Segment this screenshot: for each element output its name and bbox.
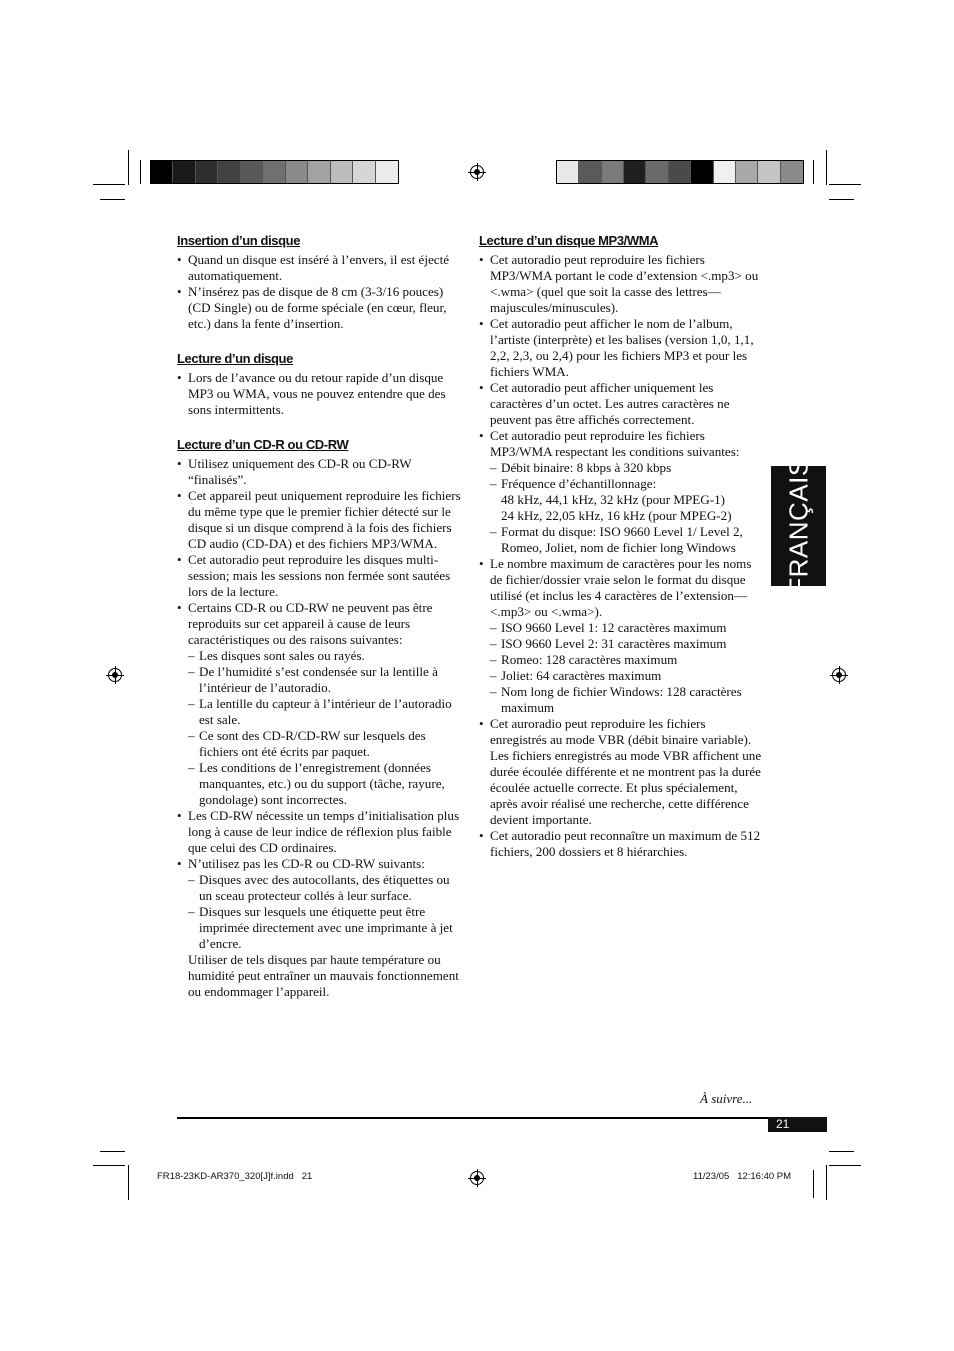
list-item: • Utilisez uniquement des CD-R ou CD-RW “finalisés”.: [177, 456, 461, 488]
language-tab: [771, 458, 826, 594]
list-item: [479, 556, 763, 716]
section-insertion: [177, 233, 461, 332]
color-swatch: [353, 161, 375, 183]
page-number: 21: [768, 1117, 827, 1132]
crop-mark: [93, 184, 125, 185]
list-item: • Lors de l’avance ou du retour rapide d’un disque MP3 ou WMA, vous ne pouvez entendre que des sons intermittents.: [177, 370, 461, 418]
registration-target-icon: [470, 1171, 484, 1185]
crop-mark: [829, 199, 854, 200]
color-swatch: [286, 161, 308, 183]
sub-list-text: 24 kHz, 22,05 kHz, 16 kHz (pour MPEG-2): [501, 508, 732, 523]
list-item: [479, 428, 763, 556]
sub-list-item: – ISO 9660 Level 1: 12 caractères maximum: [490, 620, 763, 636]
color-swatch: [331, 161, 353, 183]
color-swatch: [736, 161, 758, 183]
section-lecture-disque: [177, 351, 461, 418]
color-swatch: [557, 161, 579, 183]
color-swatch: [714, 161, 736, 183]
list-item: • Cet autoradio peut reproduire les disques multi-session; mais les sessions non fermée sont sautées lors de la lecture.: [177, 552, 461, 600]
color-swatch: [173, 161, 195, 183]
registration-target-icon: [832, 668, 846, 682]
bottom-rule: [177, 1117, 827, 1119]
color-calibration-bar-right: [556, 160, 804, 184]
crop-mark: [128, 150, 129, 185]
note-text: Les fichiers enregistrés au mode VBR affichent une durée écoulée différente et ne montrent pas la durée écoulée actuelle correcte. Et plus spécialement, après avoir réalisé une recherche, cette différence devient importante.: [490, 748, 762, 827]
color-swatch: [646, 161, 668, 183]
crop-mark: [100, 1151, 125, 1152]
crop-mark: [829, 184, 861, 185]
sub-list-text: – Fréquence d’échantillonnage:: [501, 476, 657, 491]
color-swatch: [624, 161, 646, 183]
sub-list-item: – Joliet: 64 caractères maximum: [490, 668, 763, 684]
list-item: [479, 716, 763, 828]
crop-mark: [829, 1151, 854, 1152]
sub-list-item: – Les conditions de l’enregistrement (données manquantes, etc.) ou du support (tâche, rayure, gondolage) sont incorrectes.: [188, 760, 461, 808]
crop-mark: [128, 1165, 129, 1200]
list-item-text: Cet autoradio peut reproduire les fichiers MP3/WMA respectant les conditions suivantes:: [490, 428, 740, 459]
crop-mark: [93, 1165, 125, 1166]
section-heading: Lecture d’un disque MP3/WMA: [479, 233, 659, 248]
list-item: • Les CD-RW nécessite un temps d’initialisation plus long à cause de leur indice de réflexion plus faible que celui des CD ordinaires.: [177, 808, 461, 856]
list-item: • Quand un disque est inséré à l’envers, il est éjecté automatiquement.: [177, 252, 461, 284]
crop-mark: [829, 1165, 861, 1166]
sub-list-item: – Format du disque: ISO 9660 Level 1/ Level 2, Romeo, Joliet, nom de fichier long Windows: [490, 524, 763, 556]
sub-list-item: – Ce sont des CD-R/CD-RW sur lesquels des fichiers ont été écrits par paquet.: [188, 728, 461, 760]
sub-list-item: – Les disques sont sales ou rayés.: [188, 648, 461, 664]
list-item: • Cet appareil peut uniquement reproduire les fichiers du même type que le premier fichier détecté sur le disque si un disque comprend à la fois des fichiers CD audio (CD-DA) et des fichiers MP3/WMA.: [177, 488, 461, 552]
color-calibration-bar-left: [150, 160, 399, 184]
color-swatch: [196, 161, 218, 183]
sub-list-item: – Disques sur lesquels une étiquette peut être imprimée directement avec une imprimante à jet d’encre.: [188, 904, 461, 952]
sub-list-item: – ISO 9660 Level 2: 31 caractères maximum: [490, 636, 763, 652]
list-item-text: Certains CD-R ou CD-RW ne peuvent pas être reproduits sur cet appareil à cause de leurs caractéristiques ou des raisons suivantes:: [188, 600, 433, 647]
sub-list-item: – Disques avec des autocollants, des étiquettes ou un sceau protecteur collés à leur surface.: [188, 872, 461, 904]
registration-target-icon: [470, 165, 484, 179]
list-item: • Cet autoradio peut reproduire les fichiers MP3/WMA portant le code d’extension <.mp3> ou <.wma> (quel que soit la casse des lettres—majuscules/minuscules).: [479, 252, 763, 316]
section-cdr-cdrw: [177, 437, 461, 1000]
list-item: • Cet autoradio peut afficher le nom de l’album, l’artiste (interprète) et les balises (version 1,0, 1,1, 2,2, 2,3, ou 2,4) pour les fichiers MP3 et pour les fichiers WMA.: [479, 316, 763, 380]
list-item: • Cet autoradio peut afficher uniquement les caractères d’un octet. Les autres caractères ne peuvent pas être affichés correctement.: [479, 380, 763, 428]
color-swatch: [263, 161, 285, 183]
list-item: [177, 600, 461, 808]
sub-list-text: 48 kHz, 44,1 kHz, 32 kHz (pour MPEG-1): [501, 492, 726, 507]
color-swatch: [781, 161, 803, 183]
list-item-text: Cet auroradio peut reproduire les fichiers enregistrés au mode VBR (débit binaire variable).: [490, 716, 752, 747]
list-item: • N’insérez pas de disque de 8 cm (3-3/16 pouces) (CD Single) ou de forme spéciale (en cœur, fleur, etc.) dans la fente d’insertion.: [177, 284, 461, 332]
crop-mark: [813, 1170, 814, 1198]
section-heading: Insertion d’un disque: [177, 233, 301, 248]
list-item: [177, 856, 461, 1000]
list-item: • Cet autoradio peut reconnaître un maximum de 512 fichiers, 200 dossiers et 8 hiérarchies.: [479, 828, 763, 860]
registration-target-icon: [108, 668, 122, 682]
color-swatch: [669, 161, 691, 183]
color-swatch: [758, 161, 780, 183]
sub-list-item: – Romeo: 128 caractères maximum: [490, 652, 763, 668]
section-heading: Lecture d’un CD-R ou CD-RW: [177, 437, 349, 452]
sub-list-item: – La lentille du capteur à l’intérieur de l’autoradio est sale.: [188, 696, 461, 728]
crop-mark: [100, 199, 125, 200]
note-text: Utiliser de tels disques par haute température ou humidité peut entraîner un mauvais fonctionnement ou endommager l’appareil.: [188, 952, 459, 999]
crop-mark: [826, 150, 827, 185]
footer-file-info: FR18-23KD-AR370_320[J]f.indd 21: [157, 1171, 313, 1182]
color-swatch: [376, 161, 398, 183]
color-swatch: [308, 161, 330, 183]
section-heading: Lecture d’un disque: [177, 351, 293, 366]
left-column: [177, 233, 461, 1000]
color-swatch: [691, 161, 713, 183]
color-swatch: [241, 161, 263, 183]
sub-list-item: – Nom long de fichier Windows: 128 caractères maximum: [490, 684, 763, 716]
sub-list-item: – De l’humidité s’est condensée sur la lentille à l’intérieur de l’autoradio.: [188, 664, 461, 696]
continue-note: À suivre...: [700, 1091, 753, 1106]
sub-list-item: [490, 476, 763, 524]
color-swatch: [602, 161, 624, 183]
language-tab-label: FRANÇAIS: [783, 458, 813, 594]
list-item-text: Le nombre maximum de caractères pour les noms de fichier/dossier vraie selon le format du disque utilisé (et inclus les 4 caractères de l’extension—<.mp3> ou <.wma>).: [490, 556, 752, 619]
crop-mark: [826, 1165, 827, 1200]
right-column: [479, 233, 763, 860]
crop-mark: [140, 160, 141, 184]
color-swatch: [151, 161, 173, 183]
footer-date-info: 11/23/05 12:16:40 PM: [693, 1171, 792, 1182]
color-swatch: [218, 161, 240, 183]
sub-list-item: – Débit binaire: 8 kbps à 320 kbps: [490, 460, 763, 476]
color-swatch: [579, 161, 601, 183]
crop-mark: [813, 160, 814, 184]
list-item-text: N’utilisez pas les CD-R ou CD-RW suivants:: [188, 856, 425, 871]
